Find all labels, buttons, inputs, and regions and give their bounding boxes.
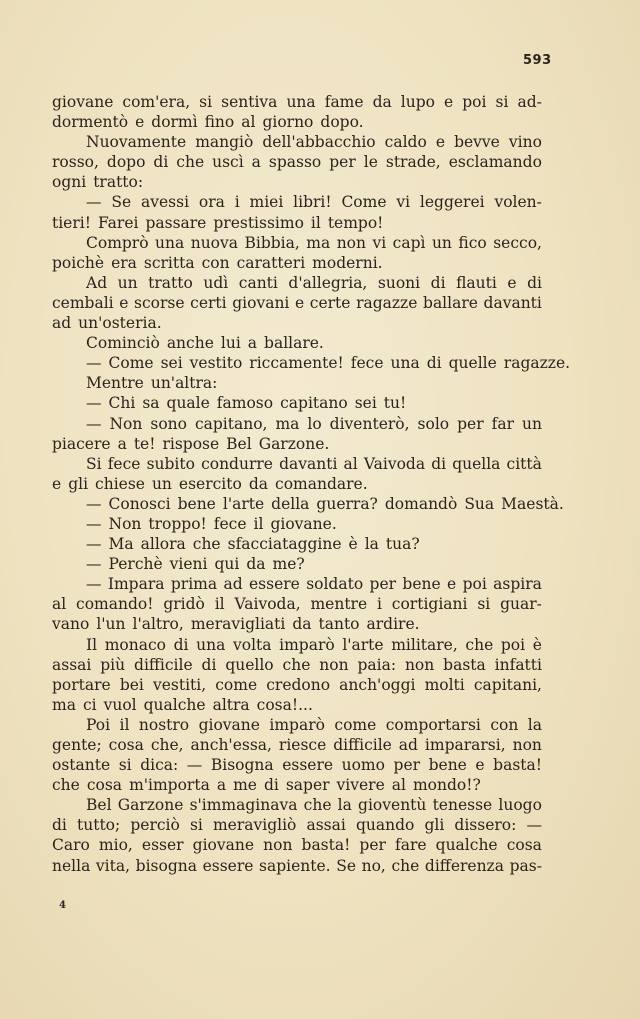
text-line: ad un'osteria. bbox=[52, 314, 162, 333]
text-line: Caro mio, esser giovane non basta! per fare qualche cosa bbox=[52, 836, 542, 855]
text-line: poichè era scritta con caratteri moderni. bbox=[52, 253, 383, 272]
page-number: 593 bbox=[523, 53, 552, 68]
text-line: cembali e scorse certi giovani e certe ragazze ballare davanti bbox=[52, 293, 542, 312]
text-line: di tutto; perciò si meravigliò assai quando gli dissero: — bbox=[52, 816, 542, 835]
text-line: rosso, dopo di che uscì a spasso per le strade, esclamando bbox=[52, 153, 542, 172]
text-line: Nuovamente mangiò dell'abbacchio caldo e bevve vino bbox=[86, 133, 542, 152]
text-line: — Non sono capitano, ma lo diventerò, solo per far un bbox=[86, 414, 542, 433]
text-line: Bel Garzone s'immaginava che la gioventù tenesse luogo bbox=[86, 796, 542, 815]
text-line: Si fece subito condurre davanti al Vaivoda di quella città bbox=[86, 454, 542, 473]
text-line: Poi il nostro giovane imparò come comportarsi con la bbox=[86, 715, 542, 734]
text-line: gente; cosa che, anch'essa, riesce difficile ad impararsi, non bbox=[52, 736, 542, 754]
text-line: — Conosci bene l'arte della guerra? domandò Sua Maestà. bbox=[86, 494, 564, 513]
text-line: portare bei vestiti, come credono anch'oggi molti capitani, bbox=[52, 675, 542, 694]
text-line: ma ci vuol qualche altra cosa!... bbox=[52, 695, 313, 714]
body-text bbox=[52, 92, 571, 876]
text-line: al comando! gridò il Vaivoda, mentre i cortigiani si guar- bbox=[52, 595, 542, 614]
text-line: ostante si dica: — Bisogna essere uomo per bene e basta! bbox=[52, 756, 542, 775]
text-line: — Chi sa quale famoso capitano sei tu! bbox=[86, 394, 407, 413]
text-line: Ad un tratto udì canti d'allegria, suoni di flauti e di bbox=[86, 273, 542, 292]
text-line: Mentre un'altra: bbox=[86, 374, 218, 393]
text-line: — Ma allora che sfacciataggine è la tua? bbox=[86, 535, 420, 554]
text-line: assai più difficile di quello che non paia: non basta infatti bbox=[52, 655, 542, 674]
text-line: che cosa m'importa a me di saper vivere al mondo!? bbox=[52, 776, 481, 795]
text-line: — Impara prima ad essere soldato per bene e poi aspira bbox=[86, 575, 542, 594]
signature-mark: 4 bbox=[59, 900, 66, 911]
text-line: giovane com'era, si sentiva una fame da lupo e poi si ad- bbox=[52, 93, 542, 111]
text-line: piacere a te! rispose Bel Garzone. bbox=[52, 434, 330, 453]
text-line: dormentò e dormì fino al giorno dopo. bbox=[52, 113, 364, 132]
text-line: — Come sei vestito riccamente! fece una di quelle ragazze. bbox=[86, 354, 571, 373]
text-line: — Se avessi ora i miei libri! Come vi leggerei volen- bbox=[86, 193, 542, 212]
text-line: Il monaco di una volta imparò l'arte militare, che poi è bbox=[86, 635, 542, 654]
text-line: tieri! Farei passare prestissimo il tempo! bbox=[52, 213, 384, 232]
text-line: ogni tratto: bbox=[52, 173, 144, 192]
text-line: Cominciò anche lui a ballare. bbox=[86, 334, 324, 353]
text-line: — Non troppo! fece il giovane. bbox=[86, 514, 337, 533]
text-line: vano l'un l'altro, meravigliati da tanto ardire. bbox=[52, 615, 420, 634]
text-line: nella vita, bisogna essere sapiente. Se no, che differenza pas- bbox=[52, 856, 542, 875]
text-line: e gli chiese un esercito da comandare. bbox=[52, 474, 368, 493]
text-line: — Perchè vieni qui da me? bbox=[86, 555, 305, 574]
text-line: Comprò una nuova Bibbia, ma non vi capì un fico secco, bbox=[86, 233, 542, 252]
